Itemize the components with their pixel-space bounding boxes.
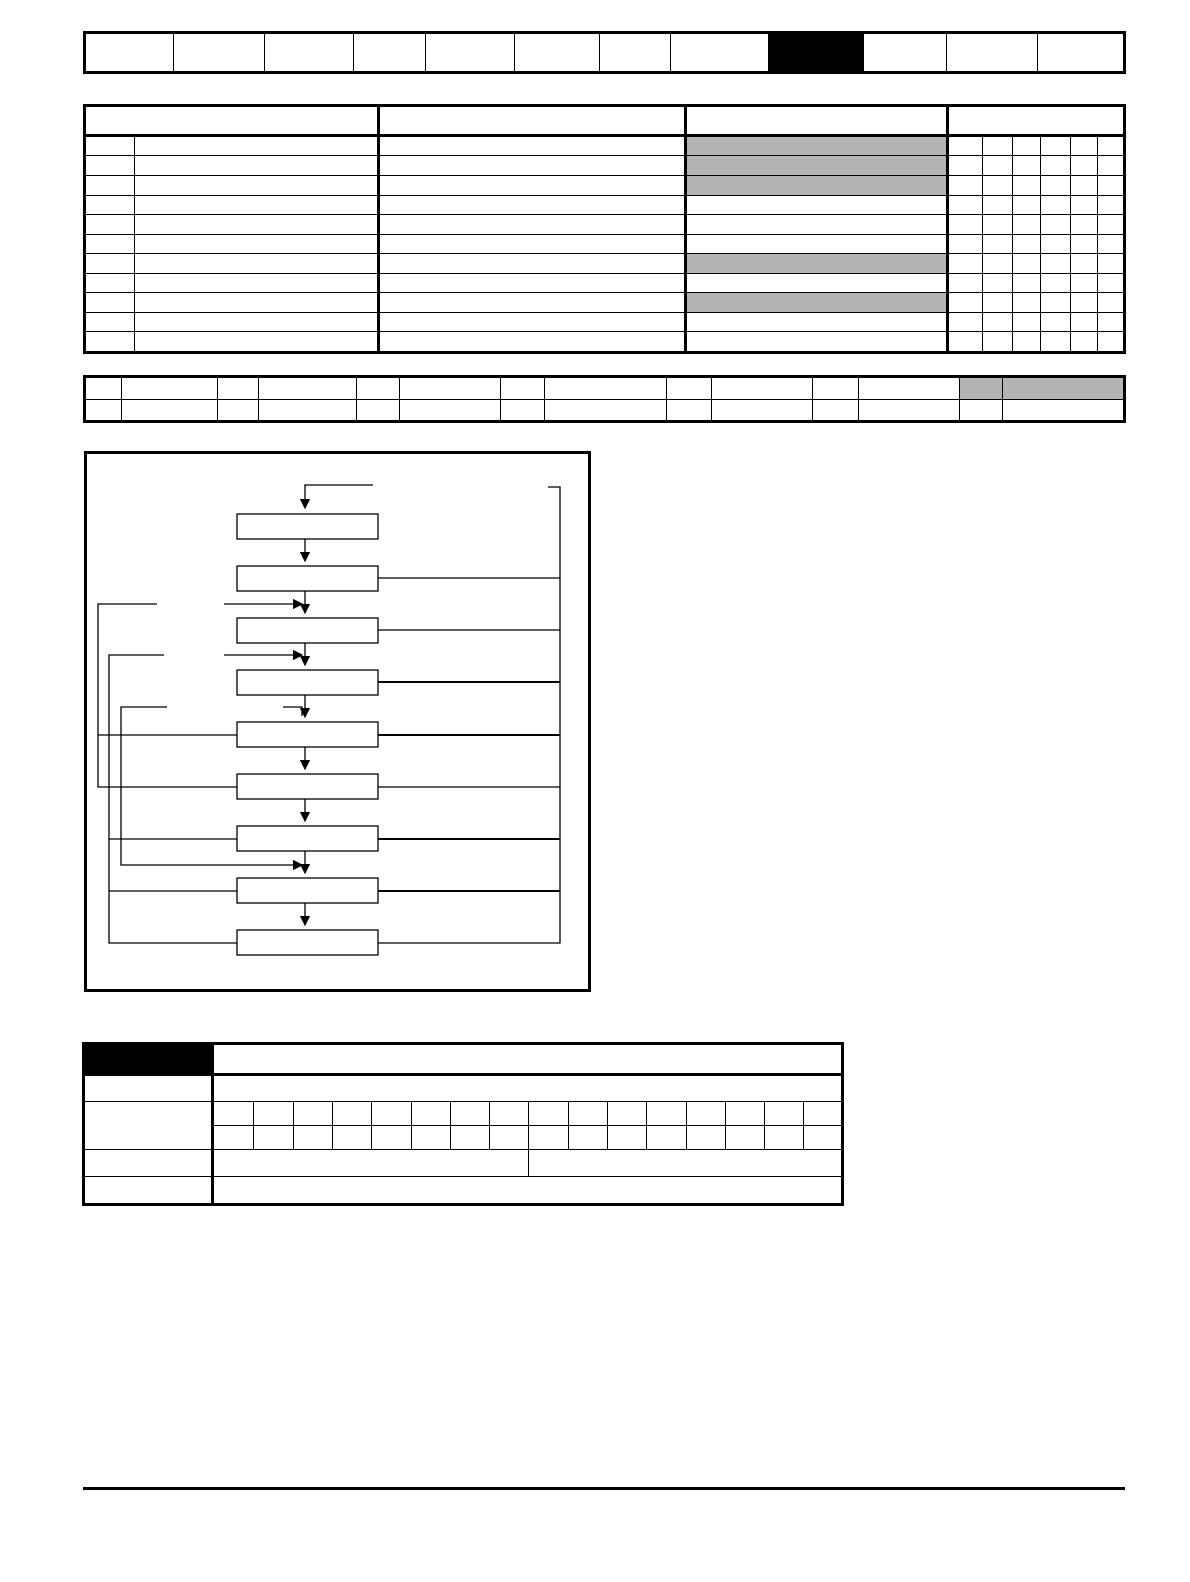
bit-number-cell <box>332 1102 371 1126</box>
param-flag <box>948 175 982 195</box>
coding-cell <box>960 399 1002 422</box>
param-flag <box>1097 332 1124 353</box>
param-flag <box>1040 156 1070 176</box>
header-default <box>685 106 948 136</box>
param-default <box>685 175 948 195</box>
param-flag <box>1070 254 1097 274</box>
param-flag <box>1097 215 1124 235</box>
flow-loop-line <box>109 655 237 839</box>
bit-value-cell <box>647 1126 686 1150</box>
param-flag <box>1012 273 1040 293</box>
bit-table-title <box>84 1044 213 1075</box>
param-flag <box>1070 175 1097 195</box>
coding-cell <box>356 399 399 422</box>
param-flag <box>1070 195 1097 215</box>
param-range <box>378 135 685 156</box>
bit-number-cell <box>725 1102 764 1126</box>
param-range <box>378 254 685 274</box>
param-name <box>135 156 379 176</box>
param-number <box>85 175 135 195</box>
flow-diagram <box>84 451 591 992</box>
footer-rule <box>83 1487 1125 1490</box>
flow-step-box <box>237 618 378 643</box>
parameter-row <box>85 156 1125 176</box>
bit-number-cell <box>529 1102 568 1126</box>
coding-cell <box>666 399 711 422</box>
param-flag <box>1070 332 1097 353</box>
param-flag <box>1012 234 1040 254</box>
param-flag <box>1040 135 1070 156</box>
header-type <box>948 106 1125 136</box>
coding-cell <box>711 377 812 400</box>
coding-cell <box>85 399 122 422</box>
param-flag <box>1097 175 1124 195</box>
nav-tab[interactable] <box>264 33 353 73</box>
bit-value-cell <box>332 1126 371 1150</box>
nav-tab[interactable] <box>1037 33 1124 73</box>
coding-row <box>85 399 1125 422</box>
param-name <box>135 312 379 332</box>
param-flag <box>1070 135 1097 156</box>
coding-cell <box>666 377 711 400</box>
param-flag <box>1070 293 1097 313</box>
flow-step-box <box>237 670 378 695</box>
parameter-row <box>85 293 1125 313</box>
param-flag <box>982 254 1012 274</box>
param-flag <box>982 332 1012 353</box>
coding-cell <box>1002 399 1124 422</box>
coding-cell <box>399 399 500 422</box>
nav-tab[interactable] <box>600 33 670 73</box>
flow-step-box <box>237 826 378 851</box>
bit-number-cell <box>686 1102 725 1126</box>
param-flag <box>1097 312 1124 332</box>
param-default <box>685 254 948 274</box>
flow-step-box <box>237 566 378 591</box>
bit-value-cell <box>725 1126 764 1150</box>
parameter-row <box>85 215 1125 235</box>
param-flag <box>982 135 1012 156</box>
bit-number-cell <box>608 1102 647 1126</box>
param-flag <box>1040 254 1070 274</box>
bit-number-cell <box>804 1102 843 1126</box>
param-default <box>685 195 948 215</box>
bit-number-cell <box>372 1102 411 1126</box>
param-flag <box>948 312 982 332</box>
bit-table-split-right <box>529 1149 843 1177</box>
flow-step-box <box>237 774 378 799</box>
bit-value-cell <box>254 1126 293 1150</box>
param-flag <box>948 273 982 293</box>
parameter-row <box>85 273 1125 293</box>
param-name <box>135 273 379 293</box>
nav-tab[interactable] <box>864 33 947 73</box>
param-flag <box>982 273 1012 293</box>
bit-number-cell <box>647 1102 686 1126</box>
param-flag <box>948 156 982 176</box>
bit-value-cell <box>411 1126 450 1150</box>
param-flag <box>1012 332 1040 353</box>
bit-value-cell <box>213 1126 254 1150</box>
nav-tab[interactable] <box>353 33 425 73</box>
param-name <box>135 332 379 353</box>
param-number <box>85 332 135 353</box>
param-flag <box>1012 254 1040 274</box>
param-flag <box>1097 273 1124 293</box>
param-name <box>135 195 379 215</box>
bit-table-row-label <box>84 1074 213 1102</box>
param-name <box>135 135 379 156</box>
parameter-table <box>83 104 1126 354</box>
flow-arrow <box>305 485 373 508</box>
bit-value-cell <box>490 1126 529 1150</box>
param-flag <box>1097 234 1124 254</box>
param-default <box>685 234 948 254</box>
param-range <box>378 293 685 313</box>
param-flag <box>1097 254 1124 274</box>
nav-tab[interactable] <box>85 33 174 73</box>
parameter-row <box>85 332 1125 353</box>
param-default <box>685 215 948 235</box>
param-flag <box>1040 332 1070 353</box>
param-default <box>685 273 948 293</box>
param-default <box>685 332 948 353</box>
param-flag <box>948 254 982 274</box>
param-name <box>135 215 379 235</box>
bit-value-cell <box>450 1126 489 1150</box>
bit-value-cell <box>765 1126 804 1150</box>
param-number <box>85 195 135 215</box>
param-flag <box>1040 175 1070 195</box>
bit-value-cell <box>804 1126 843 1150</box>
flow-bus-line <box>377 487 560 943</box>
param-number <box>85 273 135 293</box>
coding-strip <box>83 375 1126 423</box>
coding-cell <box>545 377 666 400</box>
coding-cell <box>711 399 812 422</box>
param-flag <box>982 234 1012 254</box>
coding-cell <box>218 399 259 422</box>
param-flag <box>1070 215 1097 235</box>
bit-number-cell <box>213 1102 254 1126</box>
bit-table-blank-row <box>213 1074 843 1102</box>
param-flag <box>982 156 1012 176</box>
param-name <box>135 254 379 274</box>
param-number <box>85 135 135 156</box>
param-flag <box>1012 175 1040 195</box>
param-flag <box>1012 195 1040 215</box>
coding-cell <box>259 377 356 400</box>
param-flag <box>1040 273 1070 293</box>
param-number <box>85 254 135 274</box>
param-flag <box>948 135 982 156</box>
coding-cell <box>399 377 500 400</box>
param-flag <box>1040 215 1070 235</box>
parameter-row <box>85 135 1125 156</box>
bit-table-split-left <box>213 1149 529 1177</box>
param-flag <box>1097 156 1124 176</box>
nav-tab[interactable] <box>174 33 264 73</box>
coding-cell <box>122 377 218 400</box>
param-flag <box>1012 156 1040 176</box>
param-flag <box>1097 135 1124 156</box>
param-flag <box>948 215 982 235</box>
param-range <box>378 195 685 215</box>
param-flag <box>1097 293 1124 313</box>
bit-table-description <box>213 1044 843 1075</box>
param-flag <box>1070 156 1097 176</box>
bit-number-cell <box>254 1102 293 1126</box>
coding-cell <box>859 377 960 400</box>
param-name <box>135 175 379 195</box>
nav-tab[interactable] <box>425 33 514 73</box>
param-flag <box>948 195 982 215</box>
param-flag <box>982 195 1012 215</box>
param-range <box>378 312 685 332</box>
coding-cell <box>859 399 960 422</box>
bit-table-last-value <box>213 1177 843 1205</box>
coding-row <box>85 377 1125 400</box>
bit-table-row-label <box>84 1149 213 1177</box>
coding-cell <box>1002 377 1124 400</box>
bit-value-cell <box>568 1126 607 1150</box>
parameter-table-header <box>85 106 1125 136</box>
param-flag <box>1012 312 1040 332</box>
flow-loop-line <box>283 707 302 716</box>
bit-table-row-label <box>84 1177 213 1205</box>
bit-number-cell <box>411 1102 450 1126</box>
param-default <box>685 135 948 156</box>
param-number <box>85 234 135 254</box>
param-number <box>85 312 135 332</box>
parameter-row <box>85 175 1125 195</box>
param-flag <box>1097 195 1124 215</box>
coding-cell <box>501 377 545 400</box>
coding-cell <box>122 399 218 422</box>
param-flag <box>982 312 1012 332</box>
bit-value-cell <box>372 1126 411 1150</box>
nav-tab[interactable] <box>515 33 600 73</box>
param-name <box>135 234 379 254</box>
bit-table <box>82 1042 844 1206</box>
param-default <box>685 156 948 176</box>
coding-cell <box>356 377 399 400</box>
param-number <box>85 215 135 235</box>
param-flag <box>1012 215 1040 235</box>
coding-cell <box>85 377 122 400</box>
param-flag <box>1040 234 1070 254</box>
header-range <box>378 106 685 136</box>
param-flag <box>1040 293 1070 313</box>
param-flag <box>1070 273 1097 293</box>
param-range <box>378 273 685 293</box>
flow-loop-line <box>98 604 237 787</box>
flow-step-box <box>237 722 378 747</box>
coding-cell <box>501 399 545 422</box>
param-range <box>378 234 685 254</box>
param-name <box>135 293 379 313</box>
nav-tab-active[interactable] <box>768 33 863 73</box>
nav-tab[interactable] <box>670 33 768 73</box>
coding-cell <box>813 399 859 422</box>
flow-step-box <box>237 878 378 903</box>
bit-value-cell <box>293 1126 332 1150</box>
param-range <box>378 175 685 195</box>
parameter-row <box>85 234 1125 254</box>
top-navigation-bar <box>83 31 1126 74</box>
param-flag <box>1012 135 1040 156</box>
param-number <box>85 156 135 176</box>
param-flag <box>1040 312 1070 332</box>
param-flag <box>982 215 1012 235</box>
param-flag <box>948 332 982 353</box>
coding-cell <box>960 377 1002 400</box>
bit-number-cell <box>293 1102 332 1126</box>
param-flag <box>982 293 1012 313</box>
param-flag <box>1012 293 1040 313</box>
param-flag <box>948 293 982 313</box>
header-parameter <box>85 106 379 136</box>
param-flag <box>948 234 982 254</box>
param-range <box>378 156 685 176</box>
param-range <box>378 332 685 353</box>
bit-number-cell <box>568 1102 607 1126</box>
parameter-row <box>85 195 1125 215</box>
bit-table-row-label <box>84 1102 213 1149</box>
flow-step-box <box>237 930 378 955</box>
coding-cell <box>545 399 666 422</box>
bit-number-cell <box>490 1102 529 1126</box>
parameter-row <box>85 312 1125 332</box>
bit-number-cell <box>765 1102 804 1126</box>
coding-cell <box>218 377 259 400</box>
bit-value-cell <box>529 1126 568 1150</box>
param-flag <box>1040 195 1070 215</box>
coding-cell <box>259 399 356 422</box>
param-flag <box>1070 312 1097 332</box>
param-default <box>685 312 948 332</box>
param-default <box>685 293 948 313</box>
param-range <box>378 215 685 235</box>
param-number <box>85 293 135 313</box>
flow-diagram-canvas <box>87 454 588 989</box>
bit-value-cell <box>608 1126 647 1150</box>
parameter-row <box>85 254 1125 274</box>
bit-value-cell <box>686 1126 725 1150</box>
nav-tab[interactable] <box>947 33 1037 73</box>
param-flag <box>1070 234 1097 254</box>
param-flag <box>982 175 1012 195</box>
coding-cell <box>813 377 859 400</box>
flow-step-box <box>237 514 378 539</box>
bit-number-cell <box>450 1102 489 1126</box>
